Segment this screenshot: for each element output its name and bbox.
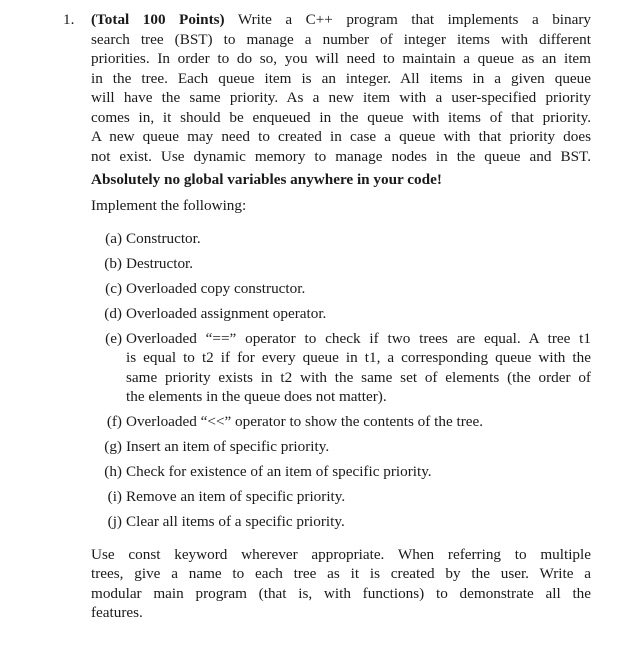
item-label: (f) (106, 413, 122, 430)
intro-line-8: not exist. Use dynamic memory to manage nodes in the queue and BST. (91, 148, 591, 165)
item-label: (a) (105, 230, 122, 247)
document-page: 1. (Total 100 Points) Write a C++ program that implements a binary search tree (BST) to manage a number of integer items with different priorities. In order to do so, you will need to maintain a queue as an item in the tree. Each queue item is an integer. All items in a given queue will have the same priority. As a new item with a user-specified priority comes in, it should be enqueued in the queue with items of that priority. A new queue may need to created in case a queue with that priority does not exist. Use dynamic memory to manage nodes in the queue and BST. Absolutely no global variables anywhere in your code! Implement the following: (a) Constructor. (b) Destructor. (c) Overloaded copy constructor. (d) Overloaded assignment operator. (e) Overloaded “==” operator to check if two trees are equal. A tree t1 is equal to t2 if for every queue in t1, a corresponding queue with the same priority exists in t2 with the same set of elements (the order of the elements in the queue does not matter). (f) Overloaded “<<” operator to show the contents of the tree. (g) Insert an item of specific priority. (h) Check for existence of an item of specific priority. (i) Remove an item of specific priority. (j) Clear all items of a specific priority. Use const keyword wherever appropriate. When referring to multiple trees, give a name to each tree as it is created by the user. Write a modular main program (that is, with functions) to demonstrate all the features. (63, 11, 591, 621)
intro-line-7: A new queue may need to created in case a queue with that priority does (91, 128, 591, 145)
intro-line-6: comes in, it should be enqueued in the queue with items of that priority. (91, 109, 591, 126)
intro-line-5: will have the same priority. As a new item with a user-specified priority (91, 89, 591, 106)
question-number: 1. (63, 11, 75, 28)
intro-line-1: (Total 100 Points) Write a C++ program that implements a binary (91, 11, 591, 28)
item-label: (d) (104, 305, 122, 322)
item-label: (j) (107, 513, 122, 530)
item-label: (e) (105, 330, 122, 347)
warning-text: Absolutely no global variables anywhere in your code! (91, 171, 442, 188)
item-label: (i) (107, 488, 122, 505)
intro-line-2: search tree (BST) to manage a number of integer items with different (91, 31, 591, 48)
points-label: (Total 100 Points) (91, 11, 225, 28)
intro-line-3: priorities. In order to do so, you will need to maintain a queue as an item (91, 50, 591, 67)
item-label: (b) (104, 255, 122, 272)
item-label: (h) (104, 463, 122, 480)
closing-line-3: modular main program (that is, with functions) to demonstrate all the (91, 585, 591, 602)
item-label: (c) (105, 280, 122, 297)
implement-heading: Implement the following: (91, 197, 247, 214)
closing-line-4: features. (91, 604, 143, 621)
intro-line-4: in the tree. Each queue item is an integer. All items in a given queue (91, 70, 591, 87)
closing-line-1: Use const keyword wherever appropriate. When referring to multiple (91, 546, 591, 563)
item-label: (g) (104, 438, 122, 455)
closing-line-2: trees, give a name to each tree as it is created by the user. Write a (91, 565, 591, 582)
